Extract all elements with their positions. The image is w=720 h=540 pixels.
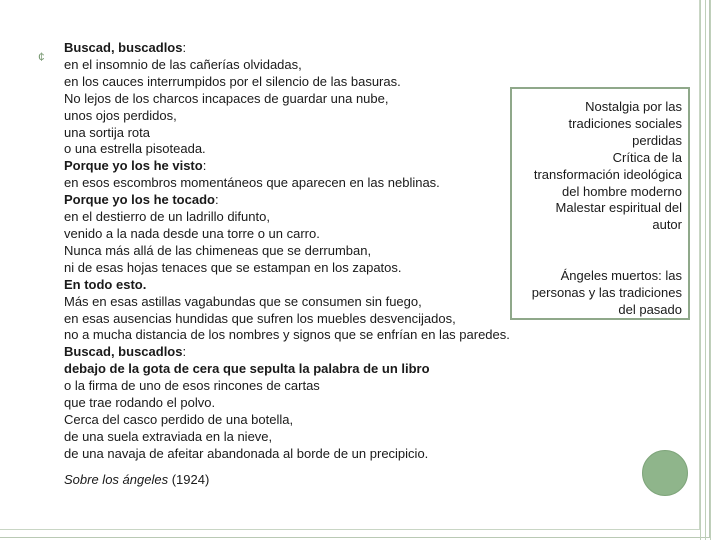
- poem-line-suffix: :: [202, 158, 207, 174]
- poem-line: [64, 378, 564, 395]
- poem-line: [64, 226, 564, 243]
- poem-line: [64, 344, 564, 361]
- decorative-circle-icon: [642, 450, 688, 496]
- poem-line-text: Porque yo los he tocado: [64, 192, 215, 208]
- poem-line-text: en el insomnio de las cañerías olvidadas,: [64, 56, 302, 72]
- poem-line: [64, 395, 564, 412]
- bullet-icon: ¢: [38, 50, 45, 64]
- poem-line: [64, 327, 564, 344]
- poem-line-text: que trae rodando el polvo.: [64, 395, 216, 411]
- poem-line: [64, 192, 564, 209]
- poem-line-suffix: :: [182, 40, 187, 55]
- poem-source: [64, 472, 209, 487]
- poem-line-text: o la firma de uno de esos rincones de cartas: [64, 378, 320, 394]
- note-line: transformación ideológica: [533, 166, 682, 182]
- poem-line: [64, 311, 564, 328]
- note-line: del pasado: [618, 302, 682, 318]
- source-title: Sobre los ángeles: [64, 472, 169, 487]
- poem-line-text: o una estrella pisoteada.: [64, 141, 206, 157]
- decorative-vertical-lines: [696, 0, 720, 540]
- poem-line: [64, 141, 564, 158]
- note-line: tradiciones sociales: [568, 115, 682, 131]
- poem-line: [64, 260, 564, 277]
- poem-line: [64, 57, 564, 74]
- poem-line: [64, 446, 564, 463]
- poem-line-text: una sortija rota: [64, 124, 150, 140]
- poem-line-text: Buscad, buscadlos: [64, 344, 183, 360]
- notes-group-themes: [518, 99, 682, 234]
- poem-line-text: en esos escombros momentáneos que aparecen en las neblinas.: [64, 175, 440, 191]
- poem-line-text: ni de esas hojas tenaces que se estampan en los zapatos.: [64, 259, 402, 275]
- poem-line-text: en los cauces interrumpidos por el silencio de las basuras.: [64, 73, 401, 89]
- poem-line-text: unos ojos perdidos,: [64, 107, 177, 123]
- poem-text: [64, 40, 564, 463]
- poem-line: [64, 175, 564, 192]
- poem-line: [64, 243, 564, 260]
- poem-line-text: Cerca del casco perdido de una botella,: [64, 411, 294, 427]
- poem-line-suffix: :: [214, 192, 219, 208]
- poem-line: [64, 40, 564, 57]
- poem-line: [64, 209, 564, 226]
- poem-line: [64, 294, 564, 311]
- poem-line-text: no a mucha distancia de los nombres y signos que se enfrían en las paredes.: [64, 327, 510, 343]
- analysis-notes-box: [510, 87, 690, 320]
- poem-line: [64, 158, 564, 175]
- poem-line-text: venido a la nada desde una torre o un carro.: [64, 225, 320, 241]
- poem-line-text: En todo esto.: [64, 276, 147, 292]
- note-line: del hombre moderno: [562, 183, 682, 199]
- source-year: (1924): [168, 472, 210, 487]
- poem-line-suffix: :: [182, 344, 187, 360]
- poem-line-text: de una navaja de afeitar abandonada al borde de un precipicio.: [64, 445, 429, 461]
- poem-line-text: Nunca más allá de las chimeneas que se derrumban,: [64, 242, 372, 258]
- note-line: autor: [652, 217, 682, 233]
- note-line: personas y las tradiciones: [531, 285, 682, 301]
- poem-line-text: en el destierro de un ladrillo difunto,: [64, 209, 270, 225]
- notes-group-angels: [518, 268, 682, 319]
- note-line: perdidas: [632, 132, 682, 148]
- poem-line-text: Porque yo los he visto: [64, 158, 203, 174]
- poem-line: [64, 429, 564, 446]
- poem-line-text: de una suela extraviada en la nieve,: [64, 428, 273, 444]
- poem-line: [64, 277, 564, 294]
- poem-line-text: en esas ausencias hundidas que sufren los muebles desvencijados,: [64, 310, 456, 326]
- poem-line: [64, 125, 564, 142]
- poem-line-text: No lejos de los charcos incapaces de guardar una nube,: [64, 90, 389, 106]
- poem-line-text: Buscad, buscadlos: [64, 40, 183, 55]
- poem-line: [64, 91, 564, 108]
- poem-line: [64, 361, 564, 378]
- note-line: Nostalgia por las: [585, 99, 682, 114]
- note-line: Malestar espiritual del: [555, 200, 682, 216]
- poem-line: [64, 412, 564, 429]
- poem-line-text: Más en esas astillas vagabundas que se consumen sin fuego,: [64, 293, 422, 309]
- note-line: Crítica de la: [612, 149, 682, 165]
- note-line: Ángeles muertos: las: [560, 268, 682, 284]
- poem-line: [64, 108, 564, 125]
- poem-line: [64, 74, 564, 91]
- poem-line-text: debajo de la gota de cera que sepulta la palabra de un libro: [64, 361, 430, 377]
